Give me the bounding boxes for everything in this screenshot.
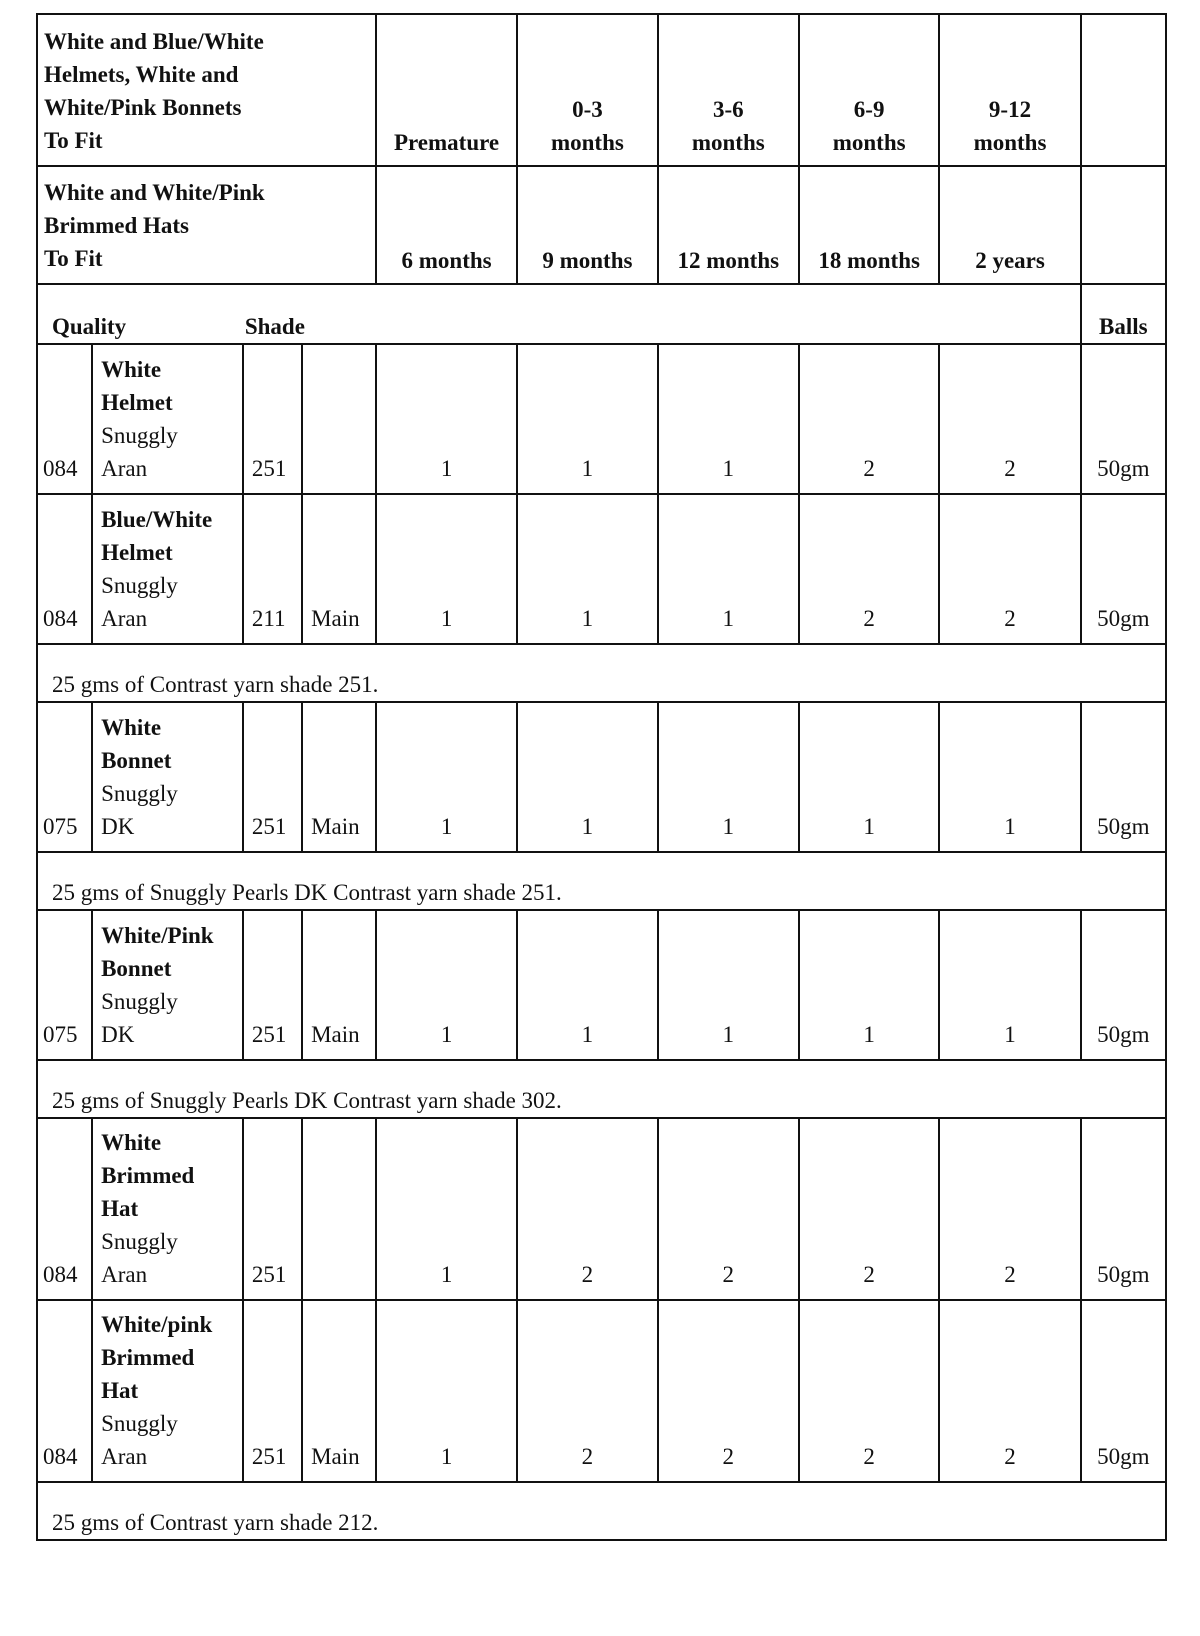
ball-count: 1 bbox=[376, 910, 517, 1060]
ball-count: 2 bbox=[799, 1300, 939, 1482]
quality-label: Quality bbox=[37, 284, 243, 344]
product-row bbox=[37, 1118, 1166, 1300]
yarn-quality-line: Snuggly bbox=[101, 1411, 178, 1436]
product-row bbox=[37, 910, 1166, 1060]
ball-weight: 50gm bbox=[1081, 702, 1166, 852]
empty-header-cell bbox=[1081, 166, 1166, 284]
product-row bbox=[37, 1300, 1166, 1482]
hat-size: 9 months bbox=[517, 166, 657, 284]
ball-count: 1 bbox=[517, 494, 657, 644]
ball-count: 1 bbox=[799, 702, 939, 852]
quality-code: 084 bbox=[37, 344, 92, 494]
hat-size: 18 months bbox=[799, 166, 939, 284]
shade-number: 251 bbox=[243, 910, 302, 1060]
ball-weight: 50gm bbox=[1081, 1300, 1166, 1482]
yarn-quality-line: DK bbox=[101, 814, 135, 839]
main-colour-label: Main bbox=[302, 494, 376, 644]
product-row bbox=[37, 494, 1166, 644]
ball-count: 1 bbox=[517, 702, 657, 852]
shade-number: 251 bbox=[243, 1118, 302, 1300]
shade-label: Shade bbox=[243, 284, 1081, 344]
main-colour-label: Main bbox=[302, 1300, 376, 1482]
product-name-line: White/pink bbox=[101, 1312, 213, 1337]
helmet-size-9-12: 9-12 months bbox=[939, 14, 1080, 166]
quality-code: 075 bbox=[37, 702, 92, 852]
shade-number: 251 bbox=[243, 344, 302, 494]
ball-count: 2 bbox=[658, 1300, 799, 1482]
ball-count: 1 bbox=[658, 702, 799, 852]
product-name-line: Brimmed bbox=[101, 1163, 195, 1188]
contrast-note-row bbox=[37, 644, 1166, 702]
hat-size: 12 months bbox=[658, 166, 799, 284]
product-description bbox=[92, 494, 243, 644]
product-name-line: Blue/White bbox=[101, 507, 213, 532]
ball-count: 2 bbox=[517, 1300, 657, 1482]
quality-code: 084 bbox=[37, 494, 92, 644]
ball-weight: 50gm bbox=[1081, 910, 1166, 1060]
shade-number: 251 bbox=[243, 1300, 302, 1482]
product-name-line: Bonnet bbox=[101, 748, 172, 773]
product-name-line: Brimmed bbox=[101, 1345, 195, 1370]
product-name-line: White/Pink bbox=[101, 923, 214, 948]
product-row bbox=[37, 344, 1166, 494]
ball-count: 1 bbox=[376, 702, 517, 852]
cut-off-footer-text bbox=[590, 1625, 850, 1636]
helmet-size-header-row bbox=[37, 14, 1166, 166]
contrast-note: 25 gms of Snuggly Pearls DK Contrast yarn shade 302. bbox=[37, 1060, 1166, 1118]
ball-weight: 50gm bbox=[1081, 1118, 1166, 1300]
ball-weight: 50gm bbox=[1081, 494, 1166, 644]
contrast-note: 25 gms of Contrast yarn shade 251. bbox=[37, 644, 1166, 702]
product-name-line: Hat bbox=[101, 1378, 139, 1403]
ball-count: 2 bbox=[939, 1118, 1080, 1300]
product-row bbox=[37, 702, 1166, 852]
yarn-quality-line: Aran bbox=[101, 456, 148, 481]
yarn-quality-line: Aran bbox=[101, 1444, 148, 1469]
ball-count: 2 bbox=[939, 344, 1080, 494]
quality-code: 084 bbox=[37, 1118, 92, 1300]
yarn-quality-line: DK bbox=[101, 1022, 135, 1047]
quality-shade-header-row bbox=[37, 284, 1166, 344]
ball-count: 2 bbox=[658, 1118, 799, 1300]
ball-count: 1 bbox=[376, 1118, 517, 1300]
ball-count: 1 bbox=[658, 494, 799, 644]
ball-count: 2 bbox=[799, 1118, 939, 1300]
ball-count: 1 bbox=[376, 1300, 517, 1482]
product-description bbox=[92, 910, 243, 1060]
hat-size-header-row bbox=[37, 166, 1166, 284]
quality-code: 084 bbox=[37, 1300, 92, 1482]
ball-count: 1 bbox=[939, 702, 1080, 852]
product-name-line: Bonnet bbox=[101, 956, 172, 981]
ball-count: 2 bbox=[939, 1300, 1080, 1482]
product-name-line: Hat bbox=[101, 1196, 139, 1221]
yarn-quality-line: Aran bbox=[101, 1262, 148, 1287]
yarn-quality-line: Aran bbox=[101, 606, 148, 631]
contrast-note: 25 gms of Contrast yarn shade 212. bbox=[37, 1482, 1166, 1540]
hat-size: 6 months bbox=[376, 166, 517, 284]
ball-count: 1 bbox=[517, 910, 657, 1060]
yarn-quality-line: Snuggly bbox=[101, 573, 178, 598]
yarn-quality-line: Snuggly bbox=[101, 1229, 178, 1254]
product-name-line: White bbox=[101, 715, 162, 740]
ball-count: 1 bbox=[799, 910, 939, 1060]
shade-number: 251 bbox=[243, 702, 302, 852]
ball-count: 1 bbox=[376, 494, 517, 644]
yarn-quality-line: Snuggly bbox=[101, 423, 178, 448]
yarn-quality-line: Snuggly bbox=[101, 781, 178, 806]
contrast-note-row bbox=[37, 852, 1166, 910]
main-colour-label: Main bbox=[302, 910, 376, 1060]
product-name-line: White bbox=[101, 357, 162, 382]
ball-count: 2 bbox=[799, 344, 939, 494]
helmet-size-6-9: 6-9 months bbox=[799, 14, 939, 166]
yarn-quality-line: Snuggly bbox=[101, 989, 178, 1014]
product-description bbox=[92, 1118, 243, 1300]
contrast-note: 25 gms of Snuggly Pearls DK Contrast yarn shade 251. bbox=[37, 852, 1166, 910]
ball-count: 1 bbox=[658, 910, 799, 1060]
contrast-note-row bbox=[37, 1482, 1166, 1540]
product-description bbox=[92, 1300, 243, 1482]
helmet-size-0-3: 0-3 months bbox=[517, 14, 657, 166]
main-colour-label bbox=[302, 344, 376, 494]
main-colour-label bbox=[302, 1118, 376, 1300]
ball-count: 2 bbox=[939, 494, 1080, 644]
product-description bbox=[92, 344, 243, 494]
balls-label: Balls bbox=[1081, 284, 1166, 344]
yarn-requirements-table bbox=[36, 13, 1167, 1541]
quality-code: 075 bbox=[37, 910, 92, 1060]
helmets-to-fit-label: White and Blue/White Helmets, White and White/Pink Bonnets To Fit bbox=[37, 14, 376, 166]
main-colour-label: Main bbox=[302, 702, 376, 852]
product-name-line: Helmet bbox=[101, 390, 173, 415]
ball-count: 2 bbox=[799, 494, 939, 644]
helmet-size-premature: Premature bbox=[376, 14, 517, 166]
empty-header-cell bbox=[1081, 14, 1166, 166]
ball-weight: 50gm bbox=[1081, 344, 1166, 494]
hat-size: 2 years bbox=[939, 166, 1080, 284]
contrast-note-row bbox=[37, 1060, 1166, 1118]
shade-number: 211 bbox=[243, 494, 302, 644]
hats-to-fit-label: White and White/Pink Brimmed Hats To Fit bbox=[37, 166, 376, 284]
ball-count: 1 bbox=[376, 344, 517, 494]
product-description bbox=[92, 702, 243, 852]
ball-count: 1 bbox=[939, 910, 1080, 1060]
helmet-size-3-6: 3-6 months bbox=[658, 14, 799, 166]
product-name-line: Helmet bbox=[101, 540, 173, 565]
product-name-line: White bbox=[101, 1130, 162, 1155]
ball-count: 1 bbox=[517, 344, 657, 494]
ball-count: 2 bbox=[517, 1118, 657, 1300]
ball-count: 1 bbox=[658, 344, 799, 494]
